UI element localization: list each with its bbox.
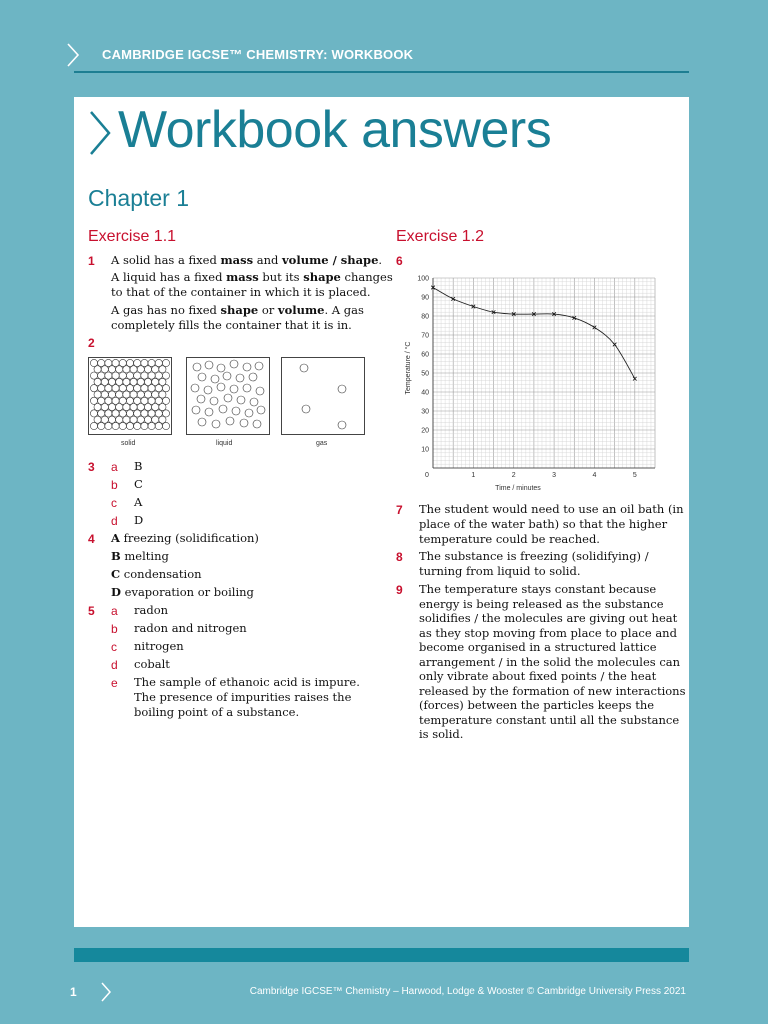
temperature-time-graph: [396, 266, 666, 494]
particle: [236, 374, 244, 382]
answer-text: The student would need to use an oil bath (in: [419, 502, 684, 516]
y-axis-label: Temperature / °C: [405, 341, 412, 395]
particle: [123, 366, 130, 373]
particle: [112, 422, 119, 429]
particle: [155, 422, 162, 429]
particle: [101, 378, 108, 385]
question-number: 4: [88, 532, 95, 546]
gas-particles: [282, 358, 364, 434]
particle: [191, 384, 199, 392]
particle: [141, 359, 148, 366]
particle: [108, 391, 115, 398]
liquid-label: liquid: [216, 440, 233, 447]
particle: [98, 385, 105, 392]
particle: [101, 404, 108, 411]
answer-text: become organised in a structured lattice: [419, 640, 657, 654]
particle: [101, 366, 108, 373]
particle: [217, 383, 225, 391]
page-number: 1: [70, 985, 77, 999]
solid-label: solid: [121, 440, 136, 447]
particle: [230, 385, 238, 393]
particle: [130, 366, 137, 373]
header-bar: [0, 0, 768, 100]
x-tick-label: 3: [552, 472, 557, 479]
particle: [217, 364, 225, 372]
particle: [155, 359, 162, 366]
particle: [90, 410, 97, 417]
particle: [240, 419, 248, 427]
particle: [126, 359, 133, 366]
particle: [123, 404, 130, 411]
particle: [162, 359, 169, 366]
particle: [141, 410, 148, 417]
particle: [134, 385, 141, 392]
particle: [134, 422, 141, 429]
particle: [134, 410, 141, 417]
particle: [116, 366, 123, 373]
answer-text: D evaporation or boiling: [111, 585, 254, 599]
particle: [141, 422, 148, 429]
particle: [105, 422, 112, 429]
particle: [119, 359, 126, 366]
particle: [105, 385, 112, 392]
particle: [159, 404, 166, 411]
particle: [126, 397, 133, 404]
q1-gas: A gas has no fixed shape or volume. A gas: [111, 303, 364, 317]
exercise-1-1-heading: Exercise 1.1: [88, 228, 177, 245]
particle: [148, 422, 155, 429]
particle: [245, 409, 253, 417]
answer-text: temperature could be reached.: [419, 532, 600, 546]
solid-particles-diagram: [88, 357, 172, 435]
answer-text: radon and nitrogen: [134, 621, 247, 635]
chapter-heading: Chapter 1: [88, 185, 190, 211]
answer-text: only vibrate about fixed points / the heat: [419, 669, 657, 683]
particle: [119, 422, 126, 429]
chevron-right-icon: [66, 42, 80, 68]
particle: [137, 366, 144, 373]
exercise-1-2-heading: Exercise 1.2: [396, 228, 485, 245]
particle: [255, 362, 263, 370]
particle: [119, 385, 126, 392]
particle: [152, 404, 159, 411]
y-tick-label: 50: [421, 370, 429, 378]
particle: [94, 366, 101, 373]
particle: [162, 422, 169, 429]
answer-text: B melting: [111, 549, 169, 563]
particle: [253, 420, 261, 428]
answer-text: as they stop moving from place to place and: [419, 625, 677, 640]
particle: [108, 416, 115, 423]
particle: [141, 372, 148, 379]
sub-letter: d: [111, 514, 118, 528]
particle: [134, 372, 141, 379]
answer-text: A freezing (solidification): [111, 531, 259, 545]
sub-letter: a: [111, 604, 118, 618]
particle: [134, 397, 141, 404]
particle: [152, 391, 159, 398]
particle: [219, 405, 227, 413]
particle: [94, 378, 101, 385]
liquid-particles: [187, 358, 269, 434]
particle: [159, 366, 166, 373]
answer-text: C condensation: [111, 567, 202, 581]
question-number: 1: [88, 254, 95, 268]
y-tick-label: 90: [421, 294, 429, 302]
answer-text: C: [134, 477, 143, 491]
particle: [112, 397, 119, 404]
particle: [141, 385, 148, 392]
x-tick-label: 2: [511, 472, 516, 479]
question-number: 7: [396, 503, 403, 517]
sub-letter: e: [111, 676, 118, 690]
q1-gas-line2: completely fills the container that it is in.: [111, 318, 352, 332]
answer-text: temperature constant until all the substance: [419, 712, 680, 727]
answer-text: solidifies / the molecules are giving out heat: [419, 611, 678, 625]
y-tick-label: 30: [421, 408, 429, 416]
particle: [155, 397, 162, 404]
particle: [137, 378, 144, 385]
particle: [98, 372, 105, 379]
gas-label: gas: [316, 440, 328, 447]
question-number: 5: [88, 604, 95, 618]
footer-band: [74, 948, 689, 962]
sub-letter: c: [111, 496, 117, 510]
answer-text: The temperature stays constant because: [419, 582, 657, 596]
page-title-text: Workbook answers: [118, 101, 552, 159]
y-tick-label: 40: [421, 389, 429, 397]
q1-solid: A solid has a fixed mass and volume / shape.: [111, 253, 383, 267]
particle: [116, 391, 123, 398]
particle: [148, 385, 155, 392]
particle: [119, 397, 126, 404]
particle: [152, 416, 159, 423]
particle: [302, 405, 310, 413]
particle: [90, 372, 97, 379]
particle: [212, 420, 220, 428]
answer-text: cobalt: [134, 657, 170, 671]
answer-text: radon: [134, 603, 169, 617]
y-tick-label: 60: [421, 351, 429, 359]
particle: [108, 404, 115, 411]
answer-text: The substance is freezing (solidifying) /: [419, 549, 649, 563]
particle: [257, 406, 265, 414]
particle: [141, 397, 148, 404]
particle: [90, 359, 97, 366]
particle: [112, 359, 119, 366]
answer-text: is solid.: [419, 727, 464, 741]
copyright-credit: Cambridge IGCSE™ Chemistry – Harwood, Lodge & Wooster © Cambridge University Press 2021: [249, 986, 686, 997]
answer-text: released by the formation of new interactions: [419, 683, 686, 698]
particle: [232, 407, 240, 415]
particle: [108, 366, 115, 373]
question-number: 2: [88, 336, 95, 350]
particle: [134, 359, 141, 366]
particle: [144, 378, 151, 385]
particle: [205, 361, 213, 369]
particle: [198, 418, 206, 426]
particle: [148, 359, 155, 366]
particle: [108, 378, 115, 385]
particle: [152, 366, 159, 373]
y-tick-label: 10: [421, 446, 429, 454]
answer-text: B: [134, 459, 143, 473]
particle: [193, 363, 201, 371]
particle: [204, 386, 212, 394]
particle: [126, 385, 133, 392]
chevron-right-icon: [88, 108, 112, 158]
particle: [116, 416, 123, 423]
particle: [123, 391, 130, 398]
particle: [144, 391, 151, 398]
particle: [144, 366, 151, 373]
particle: [119, 372, 126, 379]
particle: [159, 391, 166, 398]
solid-particles: [89, 358, 171, 434]
particle: [116, 404, 123, 411]
particle: [90, 397, 97, 404]
particle: [155, 372, 162, 379]
particle: [98, 359, 105, 366]
particle: [105, 397, 112, 404]
question-number: 6: [396, 254, 403, 268]
particle: [256, 387, 264, 395]
particle: [105, 410, 112, 417]
particle: [338, 385, 346, 393]
x-tick-label: 0: [425, 472, 429, 479]
question-number: 3: [88, 460, 95, 474]
particle: [144, 416, 151, 423]
answer-text: energy is being released as the substance: [419, 596, 664, 611]
particle: [94, 391, 101, 398]
answer-text: boiling point of a substance.: [134, 705, 300, 719]
particle: [98, 410, 105, 417]
particle: [130, 391, 137, 398]
particle: [152, 378, 159, 385]
particle: [162, 397, 169, 404]
answer-text: (forces) between the particles keeps the: [419, 698, 655, 712]
particle: [192, 406, 200, 414]
particle: [90, 422, 97, 429]
particle: [210, 397, 218, 405]
particle: [126, 372, 133, 379]
answer-text: nitrogen: [134, 639, 184, 653]
particle: [230, 360, 238, 368]
particle: [105, 372, 112, 379]
sub-letter: b: [111, 478, 118, 492]
particle: [126, 422, 133, 429]
particle: [98, 397, 105, 404]
particle: [105, 359, 112, 366]
y-tick-label: 80: [421, 313, 429, 321]
particle: [162, 372, 169, 379]
y-tick-label: 20: [421, 427, 429, 435]
particle: [144, 404, 151, 411]
workbook-title: CAMBRIDGE IGCSE™ CHEMISTRY: WORKBOOK: [102, 47, 414, 62]
particle: [211, 375, 219, 383]
answer-text: turning from liquid to solid.: [419, 564, 581, 578]
particle: [130, 404, 137, 411]
particle: [101, 391, 108, 398]
sub-letter: b: [111, 622, 118, 636]
particle: [155, 385, 162, 392]
particle: [94, 404, 101, 411]
particle: [101, 416, 108, 423]
question-number: 8: [396, 550, 403, 564]
particle: [94, 416, 101, 423]
page-title: [88, 100, 551, 160]
particle: [162, 385, 169, 392]
particle: [237, 396, 245, 404]
answer-text: A: [134, 495, 143, 509]
answer-text: D: [134, 513, 144, 527]
y-tick-label: 100: [417, 275, 429, 283]
x-tick-label: 4: [592, 472, 597, 479]
question-number: 9: [396, 583, 403, 597]
particle: [224, 394, 232, 402]
particle: [300, 364, 308, 372]
sub-letter: a: [111, 460, 118, 474]
particle: [126, 410, 133, 417]
particle: [249, 373, 257, 381]
particle: [223, 372, 231, 380]
x-tick-label: 5: [632, 472, 637, 479]
particle: [226, 417, 234, 425]
particle: [148, 397, 155, 404]
particle: [98, 422, 105, 429]
particle: [338, 421, 346, 429]
answer-text: arrangement / in the solid the molecules can: [419, 654, 681, 669]
q1-liquid-line2: to that of the container in which it is placed.: [111, 285, 371, 299]
particle: [123, 378, 130, 385]
particle: [119, 410, 126, 417]
header-rule: [74, 71, 689, 73]
particle: [148, 372, 155, 379]
particle: [148, 410, 155, 417]
particle: [130, 416, 137, 423]
particle: [112, 385, 119, 392]
particle: [90, 385, 97, 392]
answer-text: The sample of ethanoic acid is impure.: [134, 675, 360, 689]
particle: [159, 416, 166, 423]
sub-letter: c: [111, 640, 117, 654]
particle: [137, 416, 144, 423]
sub-letter: d: [111, 658, 118, 672]
particle: [112, 410, 119, 417]
particle: [137, 404, 144, 411]
particle: [130, 378, 137, 385]
y-tick-label: 70: [421, 332, 429, 340]
particle: [159, 378, 166, 385]
particle: [116, 378, 123, 385]
particle: [155, 410, 162, 417]
particle: [250, 398, 258, 406]
particle: [162, 410, 169, 417]
liquid-particles-diagram: [186, 357, 270, 435]
particle: [243, 363, 251, 371]
particle: [112, 372, 119, 379]
particle: [197, 395, 205, 403]
answer-text: place of the water bath) so that the higher: [419, 517, 668, 531]
q1-liquid: A liquid has a fixed mass but its shape changes: [111, 270, 393, 284]
particle: [205, 408, 213, 416]
gas-particles-diagram: [281, 357, 365, 435]
chevron-right-icon: [100, 981, 112, 1003]
answer-text: The presence of impurities raises the: [134, 690, 352, 704]
particle: [243, 384, 251, 392]
x-tick-label: 1: [471, 472, 476, 479]
particle: [123, 416, 130, 423]
x-axis-label: Time / minutes: [495, 485, 541, 492]
particle: [137, 391, 144, 398]
particle: [198, 373, 206, 381]
